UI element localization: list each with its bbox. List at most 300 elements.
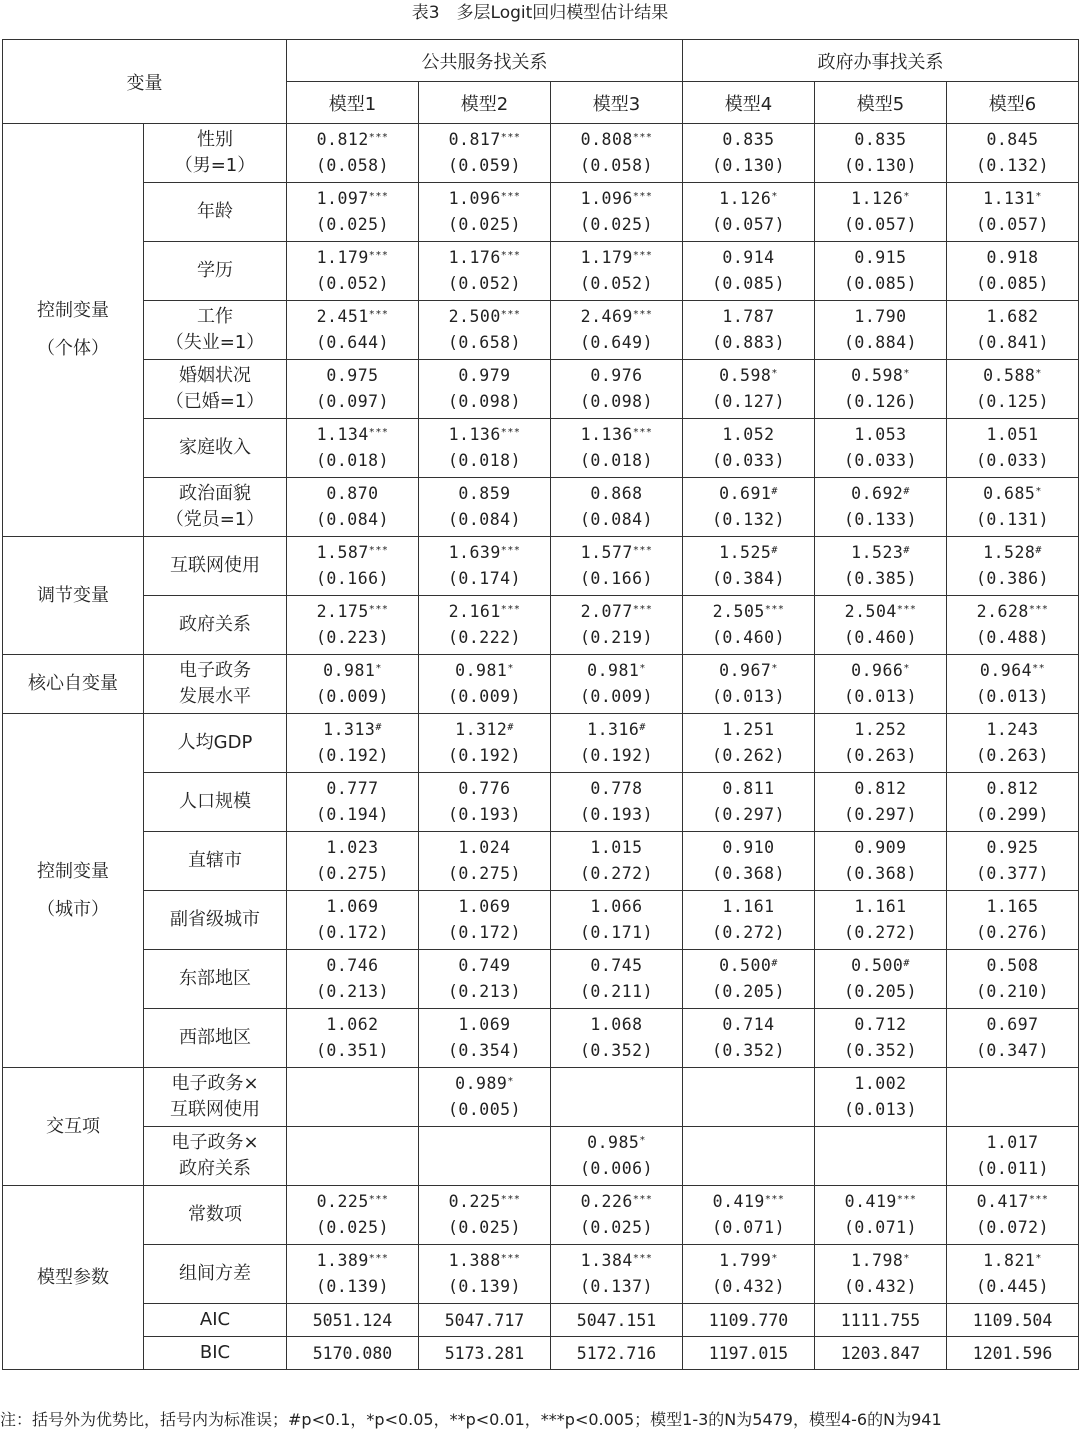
standard-error: (0.132): [711, 510, 786, 529]
section-label-line: 模型参数: [37, 1266, 109, 1288]
significance-mark: #: [375, 722, 382, 733]
variable-name-line: 人均GDP: [177, 732, 253, 753]
table-title: 表3 多层Logit回归模型估计结果: [411, 3, 669, 23]
odds-ratio-line: [287, 304, 418, 330]
standard-error: (0.347): [976, 1041, 1050, 1060]
odds-ratio-line: [815, 894, 946, 920]
odds-ratio: 0.598: [851, 366, 904, 385]
odds-ratio-line: [815, 1071, 946, 1097]
significance-mark: ***: [500, 1194, 521, 1205]
odds-ratio: 0.812: [316, 130, 369, 149]
odds-ratio-line: [815, 658, 946, 684]
estimate-cell: [947, 360, 1079, 419]
standard-error: (0.205): [843, 982, 918, 1001]
standard-error: (0.126): [843, 392, 918, 411]
odds-ratio-line: [815, 481, 946, 507]
odds-ratio-line: [815, 540, 946, 566]
odds-ratio: 0.598: [719, 366, 772, 385]
odds-ratio: 1.136: [448, 425, 501, 444]
odds-ratio-line: [419, 481, 550, 507]
odds-ratio-line: [683, 1248, 814, 1274]
odds-ratio-line: [551, 1248, 682, 1274]
table-row: [3, 1245, 1079, 1304]
variable-name-line: 西部地区: [179, 1027, 251, 1048]
variable-name-line: 政府关系: [179, 614, 251, 635]
standard-error: (0.137): [579, 1277, 654, 1296]
odds-ratio-line: [815, 1012, 946, 1038]
odds-ratio-line: [815, 304, 946, 330]
significance-mark: ***: [764, 1194, 785, 1205]
odds-ratio: 0.714: [722, 1015, 775, 1034]
estimate-cell: [419, 1068, 551, 1127]
odds-ratio-line: [551, 540, 682, 566]
odds-ratio-line: [947, 186, 1078, 212]
estimate-cell: [683, 1068, 815, 1127]
standard-error: (0.084): [579, 510, 654, 529]
estimate-cell: [551, 183, 683, 242]
odds-ratio-line: [683, 540, 814, 566]
standard-error: (0.130): [711, 156, 786, 175]
estimate-cell: [815, 1186, 947, 1245]
odds-ratio: 0.835: [722, 130, 775, 149]
variable-name: [144, 891, 287, 950]
odds-ratio: 0.975: [326, 366, 379, 385]
table-row: [3, 360, 1079, 419]
header-model-4: 模型4: [683, 82, 815, 124]
standard-error: (0.052): [447, 274, 522, 293]
variable-name-line: 家庭收入: [179, 437, 251, 458]
odds-ratio: 1.053: [854, 425, 907, 444]
standard-error: (0.194): [315, 805, 390, 824]
estimate-cell: [551, 891, 683, 950]
standard-error: (0.263): [976, 746, 1050, 765]
odds-ratio: 5047.717: [444, 1310, 525, 1330]
estimate-cell: [815, 360, 947, 419]
significance-mark: *: [903, 663, 910, 674]
significance-mark: ***: [500, 250, 521, 261]
odds-ratio: 2.469: [580, 307, 633, 326]
odds-ratio-line: [287, 1189, 418, 1215]
odds-ratio: 0.588: [983, 366, 1036, 385]
odds-ratio: 0.225: [448, 1192, 501, 1211]
variable-name-line: 年龄: [197, 201, 233, 222]
significance-mark: ***: [1028, 604, 1049, 615]
odds-ratio-line: [287, 540, 418, 566]
odds-ratio-line: [815, 245, 946, 271]
estimate-cell: [683, 1245, 815, 1304]
odds-ratio-line: [815, 835, 946, 861]
odds-ratio: 0.981: [587, 661, 640, 680]
odds-ratio-line: [551, 658, 682, 684]
odds-ratio: 0.859: [458, 484, 511, 503]
estimate-cell: [683, 655, 815, 714]
odds-ratio: 2.505: [712, 602, 765, 621]
estimate-cell: [683, 714, 815, 773]
odds-ratio: 1.136: [580, 425, 633, 444]
odds-ratio: 1.069: [458, 1015, 511, 1034]
estimate-cell: [815, 1127, 947, 1186]
variable-name-line: 学历: [197, 260, 233, 281]
standard-error: (0.072): [976, 1218, 1050, 1237]
standard-error: (0.276): [976, 923, 1050, 942]
standard-error: (0.368): [843, 864, 918, 883]
odds-ratio-line: [815, 717, 946, 743]
variable-name: [144, 832, 287, 891]
odds-ratio: 0.981: [323, 661, 376, 680]
odds-ratio-line: [815, 1311, 946, 1330]
significance-mark: ***: [368, 191, 389, 202]
odds-ratio: 0.966: [851, 661, 904, 680]
section-label-line: 核心自变量: [28, 673, 118, 694]
significance-mark: #: [903, 545, 910, 556]
standard-error: (0.006): [579, 1159, 654, 1178]
odds-ratio: 0.500: [851, 956, 904, 975]
odds-ratio-line: [287, 1248, 418, 1274]
odds-ratio-line: [287, 245, 418, 271]
estimate-cell: [287, 124, 419, 183]
standard-error: (0.025): [447, 1218, 522, 1237]
standard-error: (0.009): [579, 687, 654, 706]
odds-ratio-line: [683, 422, 814, 448]
table-row: [3, 478, 1079, 537]
odds-ratio-line: [551, 363, 682, 389]
estimate-cell: [947, 714, 1079, 773]
odds-ratio-line: [551, 953, 682, 979]
odds-ratio-line: [287, 363, 418, 389]
variable-name-line: （失业=1）: [165, 332, 265, 353]
odds-ratio-line: [419, 363, 550, 389]
odds-ratio: 1.251: [722, 720, 775, 739]
standard-error: (0.085): [711, 274, 786, 293]
odds-ratio-line: [287, 599, 418, 625]
table-row: [3, 124, 1079, 183]
odds-ratio: 1.528: [983, 543, 1036, 562]
odds-ratio: 1.389: [316, 1251, 369, 1270]
standard-error: (0.432): [843, 1277, 918, 1296]
standard-error: (0.033): [711, 451, 786, 470]
variable-name-line: 组间方差: [179, 1263, 251, 1284]
estimate-cell: [947, 1009, 1079, 1068]
odds-ratio-line: [947, 894, 1078, 920]
odds-ratio-line: [551, 599, 682, 625]
odds-ratio: 0.909: [854, 838, 907, 857]
odds-ratio-line: [551, 186, 682, 212]
standard-error: (0.384): [711, 569, 786, 588]
standard-error: (0.071): [843, 1218, 918, 1237]
odds-ratio-line: [419, 1311, 550, 1330]
odds-ratio: 1.068: [590, 1015, 643, 1034]
significance-mark: ***: [368, 604, 389, 615]
standard-error: (0.205): [711, 982, 786, 1001]
odds-ratio: 1.525: [719, 543, 772, 562]
significance-mark: *: [771, 663, 778, 674]
estimate-cell: [287, 419, 419, 478]
standard-error: (0.351): [315, 1041, 390, 1060]
estimate-cell: [287, 1068, 419, 1127]
variable-name: [144, 773, 287, 832]
section-label-line: （个体）: [37, 338, 109, 359]
estimate-cell: [815, 124, 947, 183]
odds-ratio: 1.066: [590, 897, 643, 916]
estimate-cell: [683, 1186, 815, 1245]
odds-ratio: 1.577: [580, 543, 633, 562]
estimate-cell: [287, 1304, 419, 1337]
standard-error: (0.460): [843, 628, 918, 647]
variable-name-line: 互联网使用: [170, 1099, 260, 1120]
standard-error: (0.644): [315, 333, 390, 352]
estimate-cell: [419, 242, 551, 301]
estimate-cell: [947, 1304, 1079, 1337]
odds-ratio-line: [815, 776, 946, 802]
estimate-cell: [683, 242, 815, 301]
variable-name: [144, 1068, 287, 1127]
section-label-line: 控制变量: [37, 860, 109, 882]
table-row: [3, 714, 1079, 773]
odds-ratio-line: [551, 1311, 682, 1330]
section-label: [3, 655, 144, 714]
odds-ratio-line: [551, 1189, 682, 1215]
odds-ratio: 1.176: [448, 248, 501, 267]
odds-ratio-line: [419, 540, 550, 566]
variable-name-line: BIC: [199, 1342, 231, 1363]
odds-ratio-line: [419, 1071, 550, 1097]
odds-ratio: 1.798: [851, 1251, 904, 1270]
estimate-cell: [551, 1068, 683, 1127]
estimate-cell: [815, 537, 947, 596]
odds-ratio: 1.131: [983, 189, 1036, 208]
header-variable: 变量: [3, 40, 287, 124]
odds-ratio-line: [683, 835, 814, 861]
variable-name-line: （已婚=1）: [165, 391, 265, 412]
odds-ratio-line: [419, 1012, 550, 1038]
estimate-cell: [683, 832, 815, 891]
odds-ratio: 0.964: [979, 661, 1033, 680]
significance-mark: ***: [500, 309, 521, 320]
odds-ratio-line: [815, 127, 946, 153]
estimate-cell: [419, 301, 551, 360]
section-label: [3, 124, 144, 537]
significance-mark: ***: [368, 1253, 389, 1264]
odds-ratio: 1.243: [986, 720, 1039, 739]
section-label-line: 控制变量: [37, 300, 109, 321]
standard-error: (0.131): [976, 510, 1050, 529]
standard-error: (0.272): [579, 864, 654, 883]
odds-ratio-line: [947, 835, 1078, 861]
odds-ratio: 0.691: [719, 484, 772, 503]
odds-ratio: 1.017: [986, 1133, 1039, 1152]
odds-ratio: 1.134: [316, 425, 369, 444]
standard-error: (0.133): [843, 510, 918, 529]
variable-name-line: 互联网使用: [170, 555, 260, 576]
table-row: [3, 891, 1079, 950]
odds-ratio-line: [683, 304, 814, 330]
odds-ratio-line: [287, 953, 418, 979]
odds-ratio: 0.812: [986, 779, 1039, 798]
estimate-cell: [287, 655, 419, 714]
estimate-cell: [419, 1127, 551, 1186]
estimate-cell: [551, 596, 683, 655]
significance-mark: #: [639, 722, 646, 733]
standard-error: (0.025): [447, 215, 522, 234]
estimate-cell: [419, 360, 551, 419]
odds-ratio-line: [683, 1311, 814, 1330]
estimate-cell: [815, 714, 947, 773]
standard-error: (0.262): [711, 746, 786, 765]
estimate-cell: [287, 773, 419, 832]
odds-ratio: 0.915: [854, 248, 907, 267]
variable-name: [144, 655, 287, 714]
odds-ratio-line: [947, 481, 1078, 507]
odds-ratio: 0.745: [590, 956, 643, 975]
variable-name: [144, 242, 287, 301]
variable-name-line: 政治面貌: [179, 483, 251, 504]
standard-error: (0.025): [315, 1218, 390, 1237]
odds-ratio-line: [419, 1344, 550, 1363]
variable-name-line: 电子政务×: [171, 1073, 259, 1094]
standard-error: (0.013): [843, 687, 918, 706]
odds-ratio: 1.639: [448, 543, 501, 562]
estimate-cell: [419, 537, 551, 596]
estimate-cell: [419, 1009, 551, 1068]
estimate-cell: [683, 950, 815, 1009]
significance-mark: #: [771, 545, 778, 556]
significance-mark: *: [771, 1253, 778, 1264]
estimate-cell: [287, 950, 419, 1009]
estimate-cell: [419, 596, 551, 655]
estimate-cell: [551, 1127, 683, 1186]
odds-ratio-line: [683, 658, 814, 684]
odds-ratio: 0.811: [722, 779, 775, 798]
standard-error: (0.033): [843, 451, 918, 470]
section-label: [3, 537, 144, 655]
estimate-cell: [947, 1186, 1079, 1245]
significance-mark: *: [507, 1076, 514, 1087]
section-label: [3, 1186, 144, 1370]
standard-error: (0.222): [447, 628, 522, 647]
odds-ratio: 1197.015: [708, 1343, 789, 1363]
section-label-line: 交互项: [46, 1115, 100, 1137]
estimate-cell: [287, 1009, 419, 1068]
standard-error: (0.084): [315, 510, 390, 529]
estimate-cell: [287, 714, 419, 773]
estimate-cell: [683, 773, 815, 832]
table-row: [3, 301, 1079, 360]
standard-error: (0.130): [843, 156, 918, 175]
standard-error: (0.385): [843, 569, 918, 588]
standard-error: (0.841): [976, 333, 1050, 352]
odds-ratio-line: [815, 599, 946, 625]
standard-error: (0.649): [579, 333, 654, 352]
table-row: [3, 1304, 1079, 1337]
estimate-cell: [815, 773, 947, 832]
odds-ratio-line: [551, 304, 682, 330]
table-row: [3, 1337, 1079, 1370]
odds-ratio-line: [551, 245, 682, 271]
standard-error: (0.009): [447, 687, 522, 706]
standard-error: (0.085): [843, 274, 918, 293]
odds-ratio: 0.925: [986, 838, 1039, 857]
estimate-cell: [551, 124, 683, 183]
standard-error: (0.193): [447, 805, 522, 824]
estimate-cell: [947, 1127, 1079, 1186]
odds-ratio: 1.790: [854, 307, 907, 326]
odds-ratio-line: [683, 894, 814, 920]
significance-mark: ***: [632, 309, 653, 320]
odds-ratio: 0.870: [326, 484, 379, 503]
variable-name-line: 东部地区: [179, 968, 251, 989]
regression-table: [2, 39, 1079, 1370]
odds-ratio: 0.845: [986, 130, 1039, 149]
table-row: [3, 655, 1079, 714]
odds-ratio-line: [683, 481, 814, 507]
significance-mark: *: [903, 191, 910, 202]
estimate-cell: [287, 1337, 419, 1370]
odds-ratio: 0.226: [580, 1192, 633, 1211]
section-label: [3, 714, 144, 1068]
odds-ratio: 1.787: [722, 307, 775, 326]
standard-error: (0.297): [711, 805, 786, 824]
estimate-cell: [815, 950, 947, 1009]
estimate-cell: [551, 360, 683, 419]
variable-name: [144, 1304, 287, 1337]
odds-ratio-line: [287, 1344, 418, 1363]
odds-ratio: 1.799: [719, 1251, 772, 1270]
odds-ratio: 1.312: [455, 720, 508, 739]
estimate-cell: [815, 242, 947, 301]
estimate-cell: [815, 832, 947, 891]
standard-error: (0.210): [976, 982, 1050, 1001]
variable-name: [144, 301, 287, 360]
odds-ratio-line: [683, 1189, 814, 1215]
estimate-cell: [551, 1245, 683, 1304]
odds-ratio-line: [683, 717, 814, 743]
estimate-cell: [683, 419, 815, 478]
standard-error: (0.011): [976, 1159, 1050, 1178]
estimate-cell: [419, 655, 551, 714]
table-row: [3, 1009, 1079, 1068]
standard-error: (0.013): [711, 687, 786, 706]
estimate-cell: [683, 301, 815, 360]
estimate-cell: [551, 773, 683, 832]
standard-error: (0.084): [447, 510, 522, 529]
estimate-cell: [815, 655, 947, 714]
odds-ratio-line: [419, 599, 550, 625]
odds-ratio: 1.097: [316, 189, 369, 208]
odds-ratio-line: [551, 894, 682, 920]
odds-ratio: 1.316: [587, 720, 640, 739]
odds-ratio-line: [947, 599, 1078, 625]
standard-error: (0.275): [447, 864, 522, 883]
standard-error: (0.272): [711, 923, 786, 942]
estimate-cell: [287, 832, 419, 891]
estimate-cell: [287, 301, 419, 360]
odds-ratio-line: [419, 835, 550, 861]
estimate-cell: [287, 891, 419, 950]
variable-name-line: 政府关系: [179, 1158, 251, 1179]
odds-ratio-line: [419, 953, 550, 979]
estimate-cell: [947, 1245, 1079, 1304]
odds-ratio: 1.126: [851, 189, 904, 208]
standard-error: (0.386): [976, 569, 1050, 588]
odds-ratio: 5051.124: [312, 1310, 393, 1330]
odds-ratio: 0.776: [458, 779, 511, 798]
estimate-cell: [683, 124, 815, 183]
standard-error: (0.139): [447, 1277, 522, 1296]
odds-ratio: 0.778: [590, 779, 643, 798]
table-row: [3, 1068, 1079, 1127]
standard-error: (0.052): [315, 274, 390, 293]
table-row: [3, 832, 1079, 891]
